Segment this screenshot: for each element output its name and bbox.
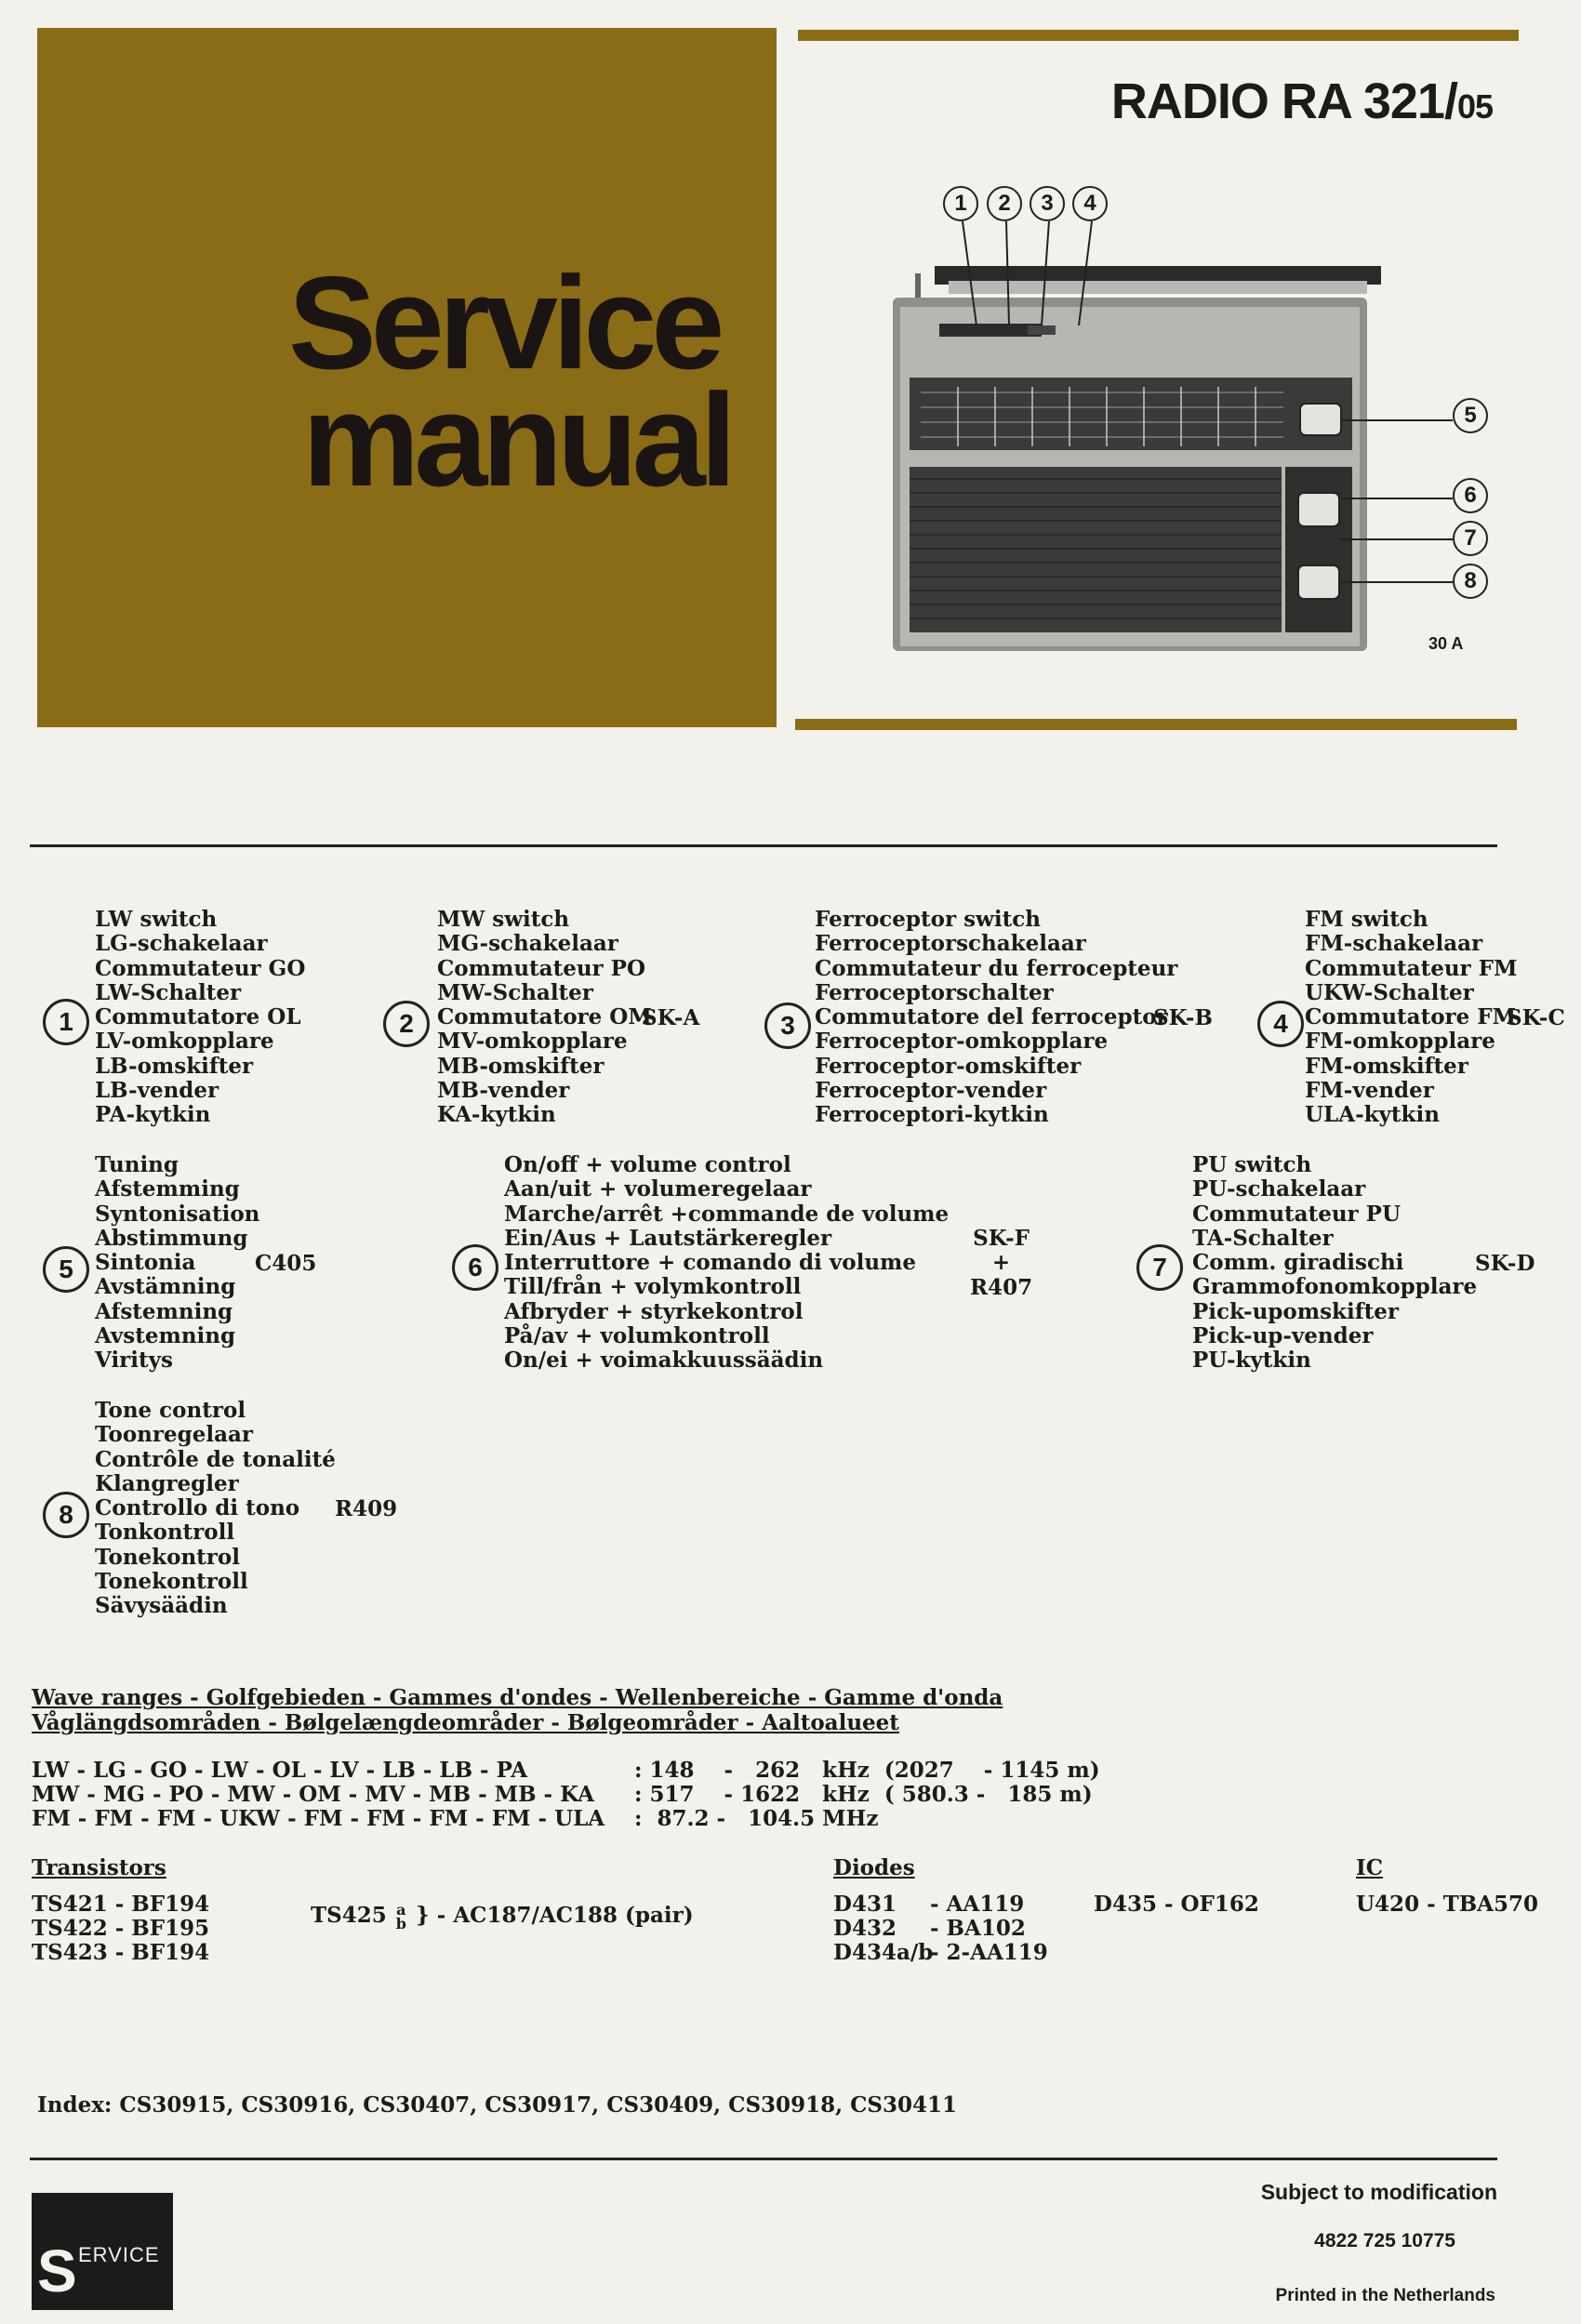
switch-1-label: 1 <box>43 999 89 1045</box>
switch-4-ref: SK-C <box>1507 1005 1565 1030</box>
transistor-pair: TS425 a b } - AC187/AC188 (pair) <box>311 1901 694 1932</box>
transistor-3: TS423 - BF194 <box>32 1940 210 1965</box>
callout-7: 7 <box>1453 521 1488 556</box>
tuning-knob <box>1300 404 1341 435</box>
switch-4-label: 4 <box>1257 1001 1304 1047</box>
callout-1: 1 <box>943 186 978 221</box>
model-suffix: 05 <box>1456 87 1493 126</box>
switch-2-list: MW switch MG-schakelaar Commutateur PO MW-Schalter Commutatore OM MV-omkopplare MB-omskifter MB-vender KA-kytkin <box>437 907 652 1128</box>
subject-to-modification: Subject to modification <box>1260 2180 1497 2204</box>
switch-6-ref: SK-F + R407 <box>970 1226 1033 1300</box>
callout-8: 8 <box>1453 564 1488 599</box>
ic-item: U420 - TBA570 <box>1356 1892 1539 1917</box>
printed-in: Printed in the Netherlands <box>1275 2286 1495 2305</box>
separator-top <box>30 844 1497 847</box>
switch-5-label: 5 <box>43 1246 89 1293</box>
tuning-dial <box>910 378 1352 450</box>
diode-3-val: - 2-AA119 <box>930 1940 1048 1965</box>
switch-2-ref: SK-A <box>642 1005 700 1030</box>
switch-3-list: Ferroceptor switch Ferroceptorschakelaar Commutateur du ferrocepteur Ferroceptorschalter Commutatore del ferroceptor Ferroceptor-omkopplare Ferroceptor-omskifter Ferroceptor-vender Ferroceptori-kytkin <box>815 907 1178 1128</box>
switch-6-label: 6 <box>452 1244 498 1291</box>
switch-3-label: 3 <box>764 1003 811 1049</box>
callout-2: 2 <box>987 186 1022 221</box>
switch-5-list: Tuning Afstemming Syntonisation Abstimmung Sintonia Avstämning Afstemning Avstemning Viritys <box>95 1152 260 1374</box>
diode-4: D435 - OF162 <box>1094 1892 1259 1917</box>
cover-title-service: Service <box>288 249 720 397</box>
switch-5-ref: C405 <box>255 1251 317 1276</box>
switch-4-list: FM switch FM-schakelaar Commutateur FM UKW-Schalter Commutatore FM FM-omkopplare FM-omskifter FM-vender ULA-kytkin <box>1305 907 1518 1128</box>
switch-1-list: LW switch LG-schakelaar Commutateur GO LW-Schalter Commutatore OL LV-omkopplare LB-omskifter LB-vender PA-kytkin <box>95 907 306 1128</box>
transistor-2: TS422 - BF195 <box>32 1916 210 1941</box>
separator-bottom <box>30 2158 1497 2160</box>
wave-heading-1: Wave ranges - Golfgebieden - Gammes d'ondes - Wellenbereiche - Gamme d'onda <box>32 1685 1003 1710</box>
service-logo <box>32 2193 173 2310</box>
diode-1-val: - AA119 <box>930 1892 1025 1917</box>
wave-heading-2: Våglängdsområden - Bølgelængdeområder - Bølgeområder - Aaltoalueet <box>32 1710 899 1735</box>
model-main: RADIO RA 321/ <box>1110 73 1457 129</box>
callout-4: 4 <box>1072 186 1108 221</box>
wave-row-2-bands: MW - MG - PO - MW - OM - MV - MB - MB - KA <box>32 1782 594 1807</box>
wave-row-2-range: : 517 - 1622 kHz ( 580.3 - 185 m) <box>634 1782 1093 1807</box>
callout-6: 6 <box>1453 478 1488 513</box>
ic-heading: IC <box>1356 1855 1384 1880</box>
photo-label: 30 A <box>1428 634 1464 653</box>
radio-illustration <box>884 177 1516 679</box>
service-logo-s: S <box>37 2238 77 2304</box>
callout-5: 5 <box>1453 398 1488 433</box>
diode-2-ref: D432 <box>833 1916 897 1941</box>
index-line: Index: CS30915, CS30916, CS30407, CS30917, CS30409, CS30918, CS30411 <box>37 2092 958 2118</box>
transistors-heading: Transistors <box>32 1855 166 1880</box>
diodes-heading: Diodes <box>833 1855 915 1880</box>
switch-3-ref: SK-B <box>1153 1005 1213 1030</box>
document-code: 4822 725 10775 <box>1314 2230 1455 2251</box>
switch-8-ref: R409 <box>335 1496 398 1521</box>
diode-1-ref: D431 <box>833 1892 897 1917</box>
transistor-1: TS421 - BF194 <box>32 1892 210 1917</box>
model-title <box>1111 73 1493 130</box>
wave-row-1-range: : 148 - 262 kHz (2027 - 1145 m) <box>634 1758 1100 1783</box>
cover-block <box>37 28 777 727</box>
wave-row-3-bands: FM - FM - FM - UKW - FM - FM - FM - FM - ULA <box>32 1806 605 1831</box>
diode-3-ref: D434a/b <box>833 1940 934 1965</box>
cover-title-manual: manual <box>302 366 732 514</box>
switch-8-list: Tone control Toonregelaar Contrôle de tonalité Klangregler Controllo di tono Tonkontroll Tonekontrol Tonekontroll Sävysäädin <box>95 1398 336 1619</box>
wave-row-3-range: : 87.2 - 104.5 MHz <box>634 1806 879 1831</box>
bottom-gold-bar <box>795 719 1517 730</box>
callout-3: 3 <box>1030 186 1065 221</box>
top-gold-bar <box>798 30 1519 41</box>
diode-2-val: - BA102 <box>930 1916 1026 1941</box>
switch-7-ref: SK-D <box>1475 1251 1535 1276</box>
switch-8-label: 8 <box>43 1492 89 1538</box>
switch-2-label: 2 <box>383 1001 430 1047</box>
wave-row-1-bands: LW - LG - GO - LW - OL - LV - LB - LB - PA <box>32 1758 528 1783</box>
switch-7-label: 7 <box>1136 1244 1183 1291</box>
switch-7-list: PU switch PU-schakelaar Commutateur PU TA-Schalter Comm. giradischi Grammofonomkopplare Pick-upomskifter Pick-up-vender PU-kytkin <box>1192 1152 1478 1374</box>
switch-6-list: On/off + volume control Aan/uit + volumeregelaar Marche/arrêt +commande de volume Ein/Aus + Lautstärkeregler Interruttore + comando di volume Till/från + volymkontroll Afbryder + styrkekontrol På/av + volumkontroll On/ei + voimakkuussäädin <box>504 1152 950 1374</box>
service-logo-text: ERVICE <box>78 2243 160 2266</box>
tone-knob <box>1298 565 1339 599</box>
volume-knob <box>1298 493 1339 526</box>
